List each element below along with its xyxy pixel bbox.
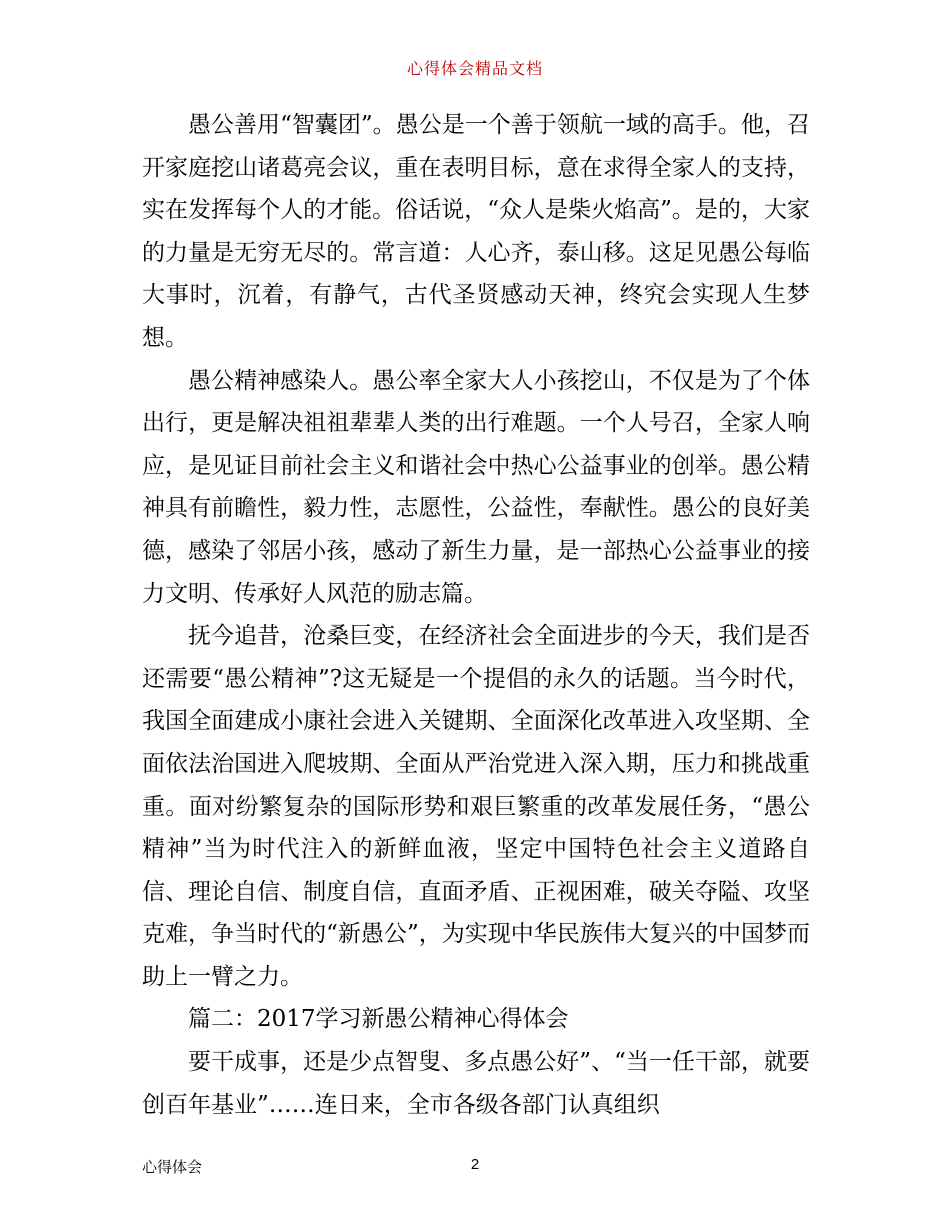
footer-label: 心得体会 [142,1158,203,1176]
paragraph: 要干成事，还是少点智叟、多点愚公好”、“当一任干部，就要创百年基业”……连日来，全市各级各部门认真组织 [142,1049,810,1118]
page-header-title: 心得体会精品文档 [406,59,543,78]
paragraph: 愚公精神感染人。愚公率全家大人小孩挖山，不仅是为了个体出行，更是解决祖祖辈辈人类的出行难题。一个人号召，全家人响应，是见证目前社会主义和谐社会中热心公益事业的创举。愚公精神具有前瞻性，毅力性，志愿性，公益性，奉献性。愚公的良好美德，感染了邻居小孩，感动了新生力量，是一部热心公益事业的接力文明、传承好人风范的励志篇。 [142,367,810,607]
page-number: 2 [470,1156,480,1173]
paragraph: 抚今追昔，沧桑巨变，在经济社会全面进步的今天，我们是否还需要“愚公精神”?这无疑是一个提倡的永久的话题。当今时代，我国全面建成小康社会进入关键期、全面深化改革进入攻坚期、全面依法治国进入爬坡期、全面从严治党进入深入期，压力和挑战重重。面对纷繁复杂的国际形势和艰巨繁重的改革发展任务，“愚公精神”当为时代注入的新鲜血液，坚定中国特色社会主义道路自信、理论自信、制度自信，直面矛盾、正视困难，破关夺隘、攻坚克难，争当时代的“新愚公”，为实现中华民族伟大复兴的中国梦而助上一臂之力。 [142,623,810,990]
section-heading: 篇二：2017学习新愚公精神心得体会 [188,1006,569,1033]
paragraph: 愚公善用“智囊团”。愚公是一个善于领航一域的高手。他，召开家庭挖山诸葛亮会议，重在表明目标，意在求得全家人的支持，实在发挥每个人的才能。俗话说，“众人是柴火焰高”。是的，大家的力量是无穷无尽的。常言道：人心齐，泰山移。这足见愚公每临大事时，沉着，有静气，古代圣贤感动天神，终究会实现人生梦想。 [142,112,810,351]
document-body [142,104,810,1126]
